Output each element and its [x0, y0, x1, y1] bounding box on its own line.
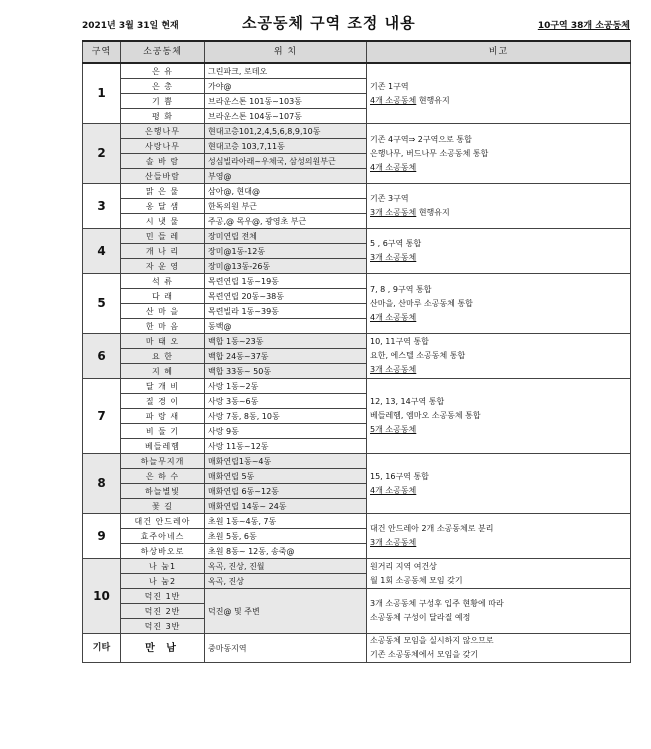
community-name: 효주아네스 — [121, 529, 205, 544]
community-name: 은 유 — [121, 63, 205, 79]
remark-line — [370, 335, 627, 349]
remark-text: 베들레헴, 엠마오 소공동체 통합 — [370, 411, 481, 420]
community-name: 덕진 3반 — [121, 619, 205, 634]
as-of-date: 2021년 3월 31일 현재 — [82, 21, 179, 31]
remark-line — [370, 423, 627, 437]
zone-number: 9 — [83, 514, 121, 559]
table-row — [83, 63, 631, 79]
zone-group-7 — [83, 379, 631, 454]
community-location: 그린파크, 로데오 — [205, 63, 367, 79]
remark-line — [370, 484, 627, 498]
community-location: 사랑 11동~12동 — [205, 439, 367, 454]
zone-group-9 — [83, 514, 631, 559]
zone-remarks — [367, 124, 631, 184]
remark-line — [370, 522, 627, 536]
community-name: 대건 안드레아 — [121, 514, 205, 529]
community-location: 가야@ — [205, 79, 367, 94]
zone-number: 5 — [83, 274, 121, 334]
remark-suffix: 현행유지 — [416, 208, 450, 217]
zone-group-2 — [83, 124, 631, 184]
remark-line — [370, 574, 627, 588]
community-name: 산들바람 — [121, 169, 205, 184]
zone-number: 3 — [83, 184, 121, 229]
remark-line — [370, 409, 627, 423]
remark-line — [370, 161, 627, 175]
community-location: 성심빌라아래~우체국, 삼성의원부근 — [205, 154, 367, 169]
table-row — [83, 514, 631, 529]
remark-text: 요한, 에스텔 소공동체 통합 — [370, 351, 466, 360]
community-name: 산 마 을 — [121, 304, 205, 319]
community-location: 매화연립1동~4동 — [205, 454, 367, 469]
remark-text: 15, 16구역 통합 — [370, 471, 429, 481]
remark-line — [370, 349, 627, 363]
community-name: 요 한 — [121, 349, 205, 364]
remark-text: 3개 소공동체 구성후 입주 현황에 따라 — [370, 599, 504, 608]
document-header — [82, 12, 630, 34]
community-name: 평 화 — [121, 109, 205, 124]
community-name: 덕진 2반 — [121, 604, 205, 619]
remark-text: 산마을, 산마루 소공동체 통합 — [370, 298, 473, 308]
community-location: 현대고층 103,7,11동 — [205, 139, 367, 154]
community-name: 지 혜 — [121, 364, 205, 379]
zone-number: 8 — [83, 454, 121, 514]
community-location: 동백@ — [205, 319, 367, 334]
community-location: 장미연립 전체 — [205, 229, 367, 244]
zone-remarks — [367, 379, 631, 454]
community-name: 마 태 오 — [121, 334, 205, 349]
community-location: 목련빌라 1동~39동 — [205, 304, 367, 319]
community-location: 브라운스톤 101동~103동 — [205, 94, 367, 109]
community-name: 하늘별빛 — [121, 484, 205, 499]
community-location: 초원 1동~4동, 7동 — [205, 514, 367, 529]
zone-remarks — [367, 454, 631, 514]
remark-text: 월 1회 소공동체 모임 갖기 — [370, 575, 463, 585]
community-name: 기 쁨 — [121, 94, 205, 109]
community-location: 현대고층101,2,4,5,6,8,9,10동 — [205, 124, 367, 139]
remark-line — [370, 560, 627, 574]
remark-text: 3개 소공동체 — [370, 253, 417, 262]
table-row — [83, 124, 631, 139]
remark-text: 기존 3구역 — [370, 194, 409, 203]
remark-text: 기존 1구역 — [370, 81, 409, 91]
remark-line — [370, 94, 627, 108]
community-name: 꽃 길 — [121, 499, 205, 514]
community-location: 매화연립 5동 — [205, 469, 367, 484]
community-location: 중마동지역 — [205, 634, 367, 663]
community-name: 질 경 이 — [121, 394, 205, 409]
community-location: 주공,@ 목우@, 광영초 부근 — [205, 214, 367, 229]
remark-line — [370, 283, 627, 297]
document-title: 소공동체 구역 조정 내용 — [242, 14, 416, 32]
remark-line — [370, 192, 627, 206]
table-row — [83, 559, 631, 574]
community-location: 한독의원 부근 — [205, 199, 367, 214]
remark-text: 4개 소공동체 — [370, 485, 417, 495]
zone-number: 7 — [83, 379, 121, 454]
remark-text: 은행나무, 버드나무 소공동체 통합 — [370, 148, 489, 158]
remark-text: 원거리 지역 여건상 — [370, 561, 437, 571]
remark-line — [370, 206, 627, 220]
remark-text: 소공동체 모임을 실시하지 않으므로 — [370, 636, 494, 645]
zone-group-4 — [83, 229, 631, 274]
table-row — [83, 184, 631, 199]
community-name: 자 운 영 — [121, 259, 205, 274]
community-location: 초원 5동, 6동 — [205, 529, 367, 544]
remark-line — [370, 536, 627, 550]
header-location: 위 치 — [205, 41, 367, 63]
remark-line — [370, 133, 627, 147]
community-location: 덕진@ 및 주변 — [205, 589, 367, 634]
remark-text: 기존 4구역⇒ 2구역으로 통합 — [370, 134, 472, 144]
community-location: 브라운스톤 104동~107동 — [205, 109, 367, 124]
zone-remarks — [367, 274, 631, 334]
remark-text: 소공동체 구성이 달라질 예정 — [370, 613, 471, 622]
table-row — [83, 334, 631, 349]
remark-line — [370, 597, 627, 611]
community-location: 백합 24동~37동 — [205, 349, 367, 364]
community-location: 목련연립 1동~19동 — [205, 274, 367, 289]
zone-remarks — [367, 184, 631, 229]
community-name: 시 냇 물 — [121, 214, 205, 229]
community-location: 백합 33동~ 50동 — [205, 364, 367, 379]
community-name: 한 마 음 — [121, 319, 205, 334]
zone-number: 10 — [83, 559, 121, 634]
community-location: 옥곡, 진상, 진월 — [205, 559, 367, 574]
zone-group-etc — [83, 634, 631, 663]
remark-text: 7, 8 , 9구역 통합 — [370, 284, 432, 294]
community-name: 솔 바 람 — [121, 154, 205, 169]
community-location: 매화연립 14동~ 24동 — [205, 499, 367, 514]
remark-text: 4개 소공동체 — [370, 95, 417, 105]
remark-text: 3개 소공동체 — [370, 365, 417, 374]
zone-group-5 — [83, 274, 631, 334]
community-location: 사랑 9동 — [205, 424, 367, 439]
community-location: 매화연립 6동~12동 — [205, 484, 367, 499]
remark-text: 5개 소공동체 — [370, 425, 417, 434]
community-name: 다 래 — [121, 289, 205, 304]
table-header-row — [83, 41, 631, 63]
community-name: 은행나무 — [121, 124, 205, 139]
zone-adjustment-table — [82, 40, 631, 663]
header-zone: 구역 — [83, 41, 121, 63]
zone-group-1 — [83, 63, 631, 124]
community-name: 덕진 1반 — [121, 589, 205, 604]
zone-remarks-top — [367, 559, 631, 589]
remark-text: 12, 13, 14구역 통합 — [370, 397, 445, 406]
remark-line — [370, 363, 627, 377]
remark-line — [370, 470, 627, 484]
table-row — [83, 274, 631, 289]
community-location: 부영@ — [205, 169, 367, 184]
header-community: 소공동체 — [121, 41, 205, 63]
table-row — [83, 589, 631, 604]
zone-group-3 — [83, 184, 631, 229]
remark-line — [370, 611, 627, 625]
community-name: 베들레헴 — [121, 439, 205, 454]
remark-line — [370, 251, 627, 265]
remark-text: 기존 소공동체에서 모임을 갖기 — [370, 650, 479, 659]
community-name: 은 총 — [121, 79, 205, 94]
community-name: 석 류 — [121, 274, 205, 289]
remark-text: 5 , 6구역 통합 — [370, 239, 422, 248]
zone-remarks — [367, 63, 631, 124]
table-row — [83, 379, 631, 394]
remark-line — [370, 311, 627, 325]
community-name: 민 들 레 — [121, 229, 205, 244]
community-name: 달 개 비 — [121, 379, 205, 394]
community-name: 은 하 수 — [121, 469, 205, 484]
community-location: 옥곡, 진상 — [205, 574, 367, 589]
header-remarks: 비고 — [367, 41, 631, 63]
zone-number: 1 — [83, 63, 121, 124]
zone-number: 2 — [83, 124, 121, 184]
remark-text: 10, 11구역 통합 — [370, 337, 429, 346]
remark-suffix: 현행유지 — [416, 95, 450, 105]
community-location: 목련연립 20동~38동 — [205, 289, 367, 304]
community-name: 만 남 — [121, 634, 205, 663]
remark-line — [370, 634, 627, 648]
community-name: 하늘무지개 — [121, 454, 205, 469]
community-name: 옹 달 샘 — [121, 199, 205, 214]
community-location: 사랑 1동~2동 — [205, 379, 367, 394]
remark-line — [370, 237, 627, 251]
zone-summary: 10구역 38개 소공동체 — [537, 21, 630, 31]
community-location: 장미@13동-26동 — [205, 259, 367, 274]
community-name: 개 나 리 — [121, 244, 205, 259]
community-location: 사랑 7동, 8동, 10동 — [205, 409, 367, 424]
community-name: 나 눔2 — [121, 574, 205, 589]
remark-text: 대건 안드레아 2개 소공동체로 분리 — [370, 524, 494, 533]
zone-number: 기타 — [83, 634, 121, 663]
zone-remarks — [367, 334, 631, 379]
zone-group-6 — [83, 334, 631, 379]
zone-remarks — [367, 589, 631, 634]
remark-line — [370, 297, 627, 311]
community-name: 사랑나무 — [121, 139, 205, 154]
remark-text: 3개 소공동체 — [370, 208, 417, 217]
community-location: 장미@1동-12동 — [205, 244, 367, 259]
zone-group-10 — [83, 559, 631, 634]
table-row — [83, 634, 631, 663]
remark-text: 4개 소공동체 — [370, 162, 417, 172]
community-name: 파 랑 새 — [121, 409, 205, 424]
community-location: 백합 1동~23동 — [205, 334, 367, 349]
zone-remarks — [367, 634, 631, 663]
community-name: 비 둘 기 — [121, 424, 205, 439]
remark-line — [370, 147, 627, 161]
zone-number: 4 — [83, 229, 121, 274]
community-name: 하상바오로 — [121, 544, 205, 559]
table-row — [83, 229, 631, 244]
community-location: 초원 8동~ 12동, 송죽@ — [205, 544, 367, 559]
remark-line — [370, 80, 627, 94]
remark-text: 3개 소공동체 — [370, 538, 417, 547]
community-location: 삼아@, 현대@ — [205, 184, 367, 199]
table-row — [83, 454, 631, 469]
community-name: 맑 은 물 — [121, 184, 205, 199]
remark-line — [370, 648, 627, 662]
community-location: 사랑 3동~6동 — [205, 394, 367, 409]
zone-number: 6 — [83, 334, 121, 379]
remark-text: 4개 소공동체 — [370, 312, 417, 322]
zone-remarks — [367, 514, 631, 559]
community-name: 나 눔1 — [121, 559, 205, 574]
zone-group-8 — [83, 454, 631, 514]
zone-remarks — [367, 229, 631, 274]
remark-line — [370, 395, 627, 409]
